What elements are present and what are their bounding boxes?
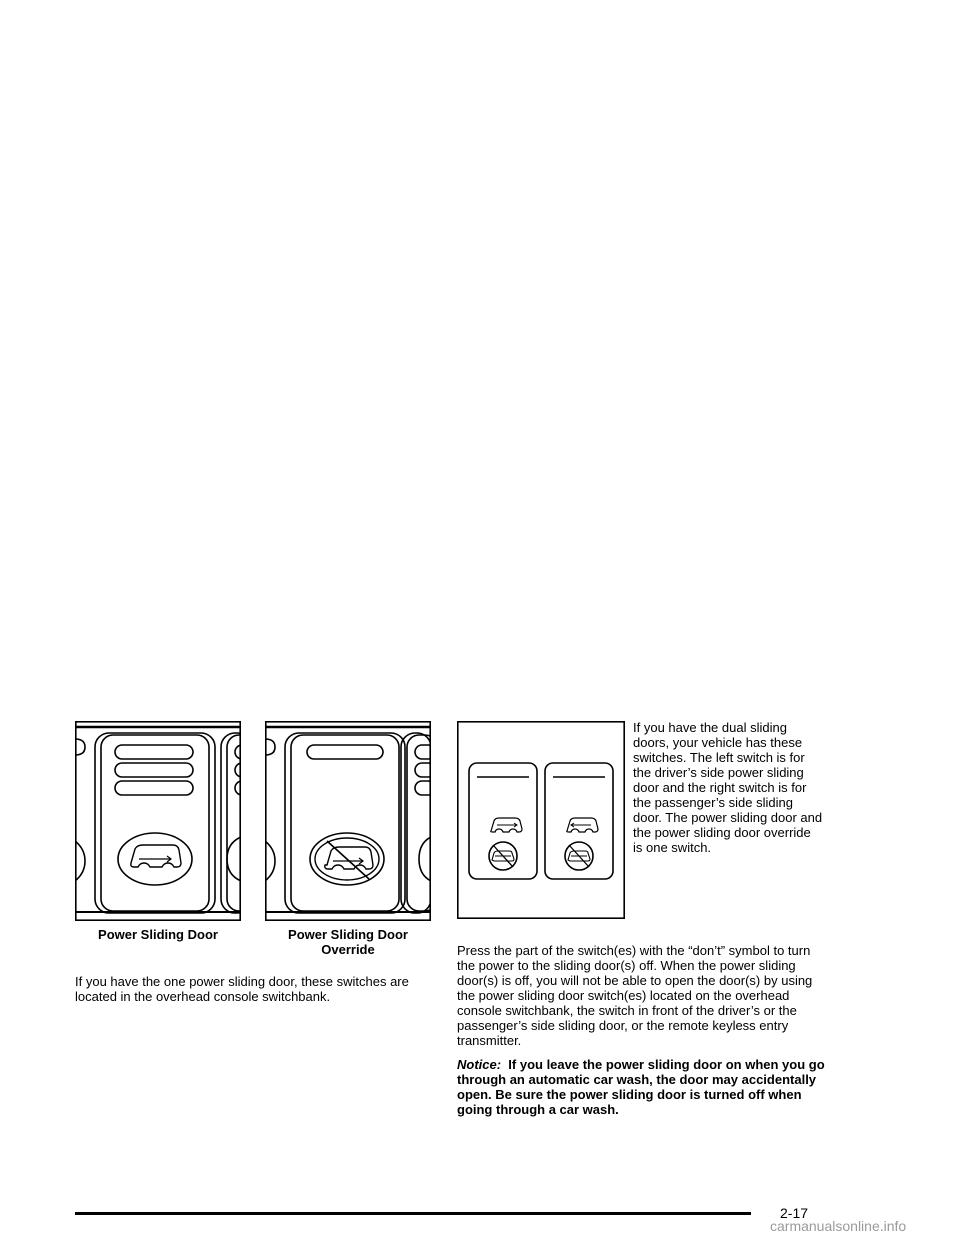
dont-symbol-paragraph: Press the part of the switch(es) with the “don’t” symbol to turn the power to the sliding door(s) off. When the power sliding door(s) is off, you will not be able to open the door(s) by using the power sliding door switch(es) located on the overhead console switchbank, the switch in front of the driver’s or the passenger’s side sliding door, or the remote keyless entry transmitter. — [457, 943, 813, 1048]
notice-paragraph — [457, 1057, 827, 1117]
van-door-override-icon — [325, 841, 373, 879]
right-van-door-icon — [567, 818, 598, 832]
right-van-door-override-icon — [568, 845, 590, 867]
left-column — [75, 974, 425, 1013]
power-sliding-door-override-figure — [265, 721, 431, 921]
right-column — [457, 943, 827, 1126]
figure-caption-power-sliding-door: Power Sliding Door — [98, 927, 218, 942]
dual-sliding-door-figure — [457, 721, 625, 919]
footer-rule — [75, 1212, 751, 1215]
caption-line: Power Sliding Door — [288, 927, 408, 942]
van-door-icon — [131, 845, 181, 867]
dual-door-paragraph: If you have the dual sliding doors, your vehicle has these switches. The left switch is for the driver’s side power sliding door and the right switch is for the passenger’s side sliding door. The power sliding door and the power sliding door override is one switch. — [633, 720, 823, 855]
notice-text: If you leave the power sliding door on when you go through an automatic car wash, the door may accidentally open. Be sure the power sliding door is turned off when going through a car wash. — [457, 1057, 825, 1117]
figure-caption-override — [265, 927, 431, 957]
notice-label: Notice: — [457, 1057, 502, 1072]
watermark: carmanualsonline.info — [770, 1218, 907, 1234]
left-van-door-override-icon — [492, 845, 514, 867]
left-van-door-icon — [491, 818, 522, 832]
dual-door-intro — [633, 720, 823, 864]
power-sliding-door-figure — [75, 721, 241, 921]
single-door-paragraph: If you have the one power sliding door, these switches are located in the overhead console switchbank. — [75, 974, 409, 1004]
page-number: 2-17 — [780, 1205, 809, 1221]
caption-line: Override — [321, 942, 375, 957]
